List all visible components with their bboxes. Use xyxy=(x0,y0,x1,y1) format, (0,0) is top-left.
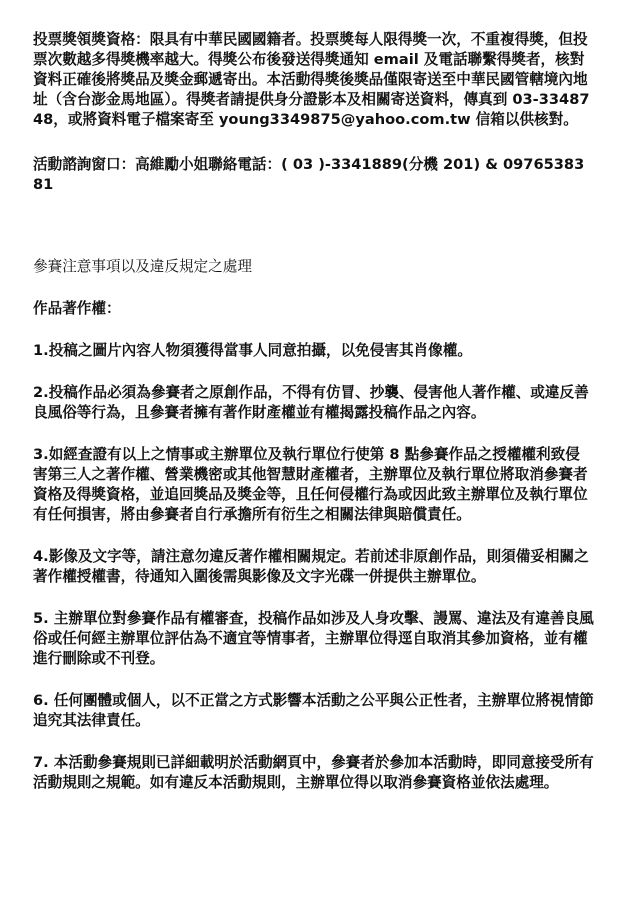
rule-item-6: 6. 任何團體或個人，以不正當之方式影響本活動之公平與公正性者，主辦單位將視情節追究其法律責任。 xyxy=(33,692,594,729)
contact-info-paragraph: 活動諮詢窗口：高維勵小姐聯絡電話：( 03 )-3341889(分機 201) & 0976538381 xyxy=(33,156,585,193)
rule-item-5: 5. 主辦單位對參賽作品有權審查，投稿作品如涉及人身攻擊、謾罵、違法及有違善良風俗或任何經主辦單位評估為不適宜等情事者，主辦單位得逕自取消其參加資格，並有權進行刪除或不刊登。 xyxy=(33,610,594,667)
rule-item-2: 2.投稿作品必須為參賽者之原創作品，不得有仿冒、抄襲、侵害他人著作權、或違反善良風俗等行為，且參賽者擁有著作財產權並有權揭露投稿作品之內容。 xyxy=(33,384,589,421)
section-title: 參賽注意事項以及違反規定之處理 xyxy=(33,258,252,275)
prize-eligibility-paragraph: 投票獎領獎資格：限具有中華民國國籍者。投票獎每人限得獎一次，不重複得獎，但投票次數越多得獎機率越大。得獎公布後發送得獎通知 email 及電話聯繫得獎者，核對資料正確後將獎品及獎金郵遞寄出。本活動得獎後獎品僅限寄送至中華民國管轄境內地址（含台澎金馬地區）。得獎者請提供身分證影本及相關寄送資料，傳真到 03-3348748，或將資料電子檔案寄至 young3349875@yahoo.com.tw 信箱以供核對。 xyxy=(33,31,590,128)
rule-item-3: 3.如經查證有以上之情事或主辦單位及執行單位行使第 8 點參賽作品之授權權利致侵害第三人之著作權、營業機密或其他智慧財產權者，主辦單位及執行單位將取消參賽者資格及得獎資格，並追回獎品及獎金等，且任何侵權行為或因此致主辦單位及執行單位有任何損害，將由參賽者自行承擔所有衍生之相關法律與賠償責任。 xyxy=(33,446,588,523)
rule-item-7: 7. 本活動參賽規則已詳細載明於活動網頁中，參賽者於參加本活動時，即同意接受所有活動規則之規範。如有違反本活動規則，主辦單位得以取消參賽資格並依法處理。 xyxy=(33,754,594,791)
copyright-subheading: 作品著作權： xyxy=(33,300,121,317)
rule-item-4: 4.影像及文字等，請注意勿違反著作權相關規定。若前述非原創作品，則須備妥相關之著作權授權書，待通知入圍後需與影像及文字光碟一併提供主辦單位。 xyxy=(33,548,589,585)
rule-item-1: 1.投稿之圖片內容人物須獲得當事人同意拍攝，以免侵害其肖像權。 xyxy=(33,342,472,359)
